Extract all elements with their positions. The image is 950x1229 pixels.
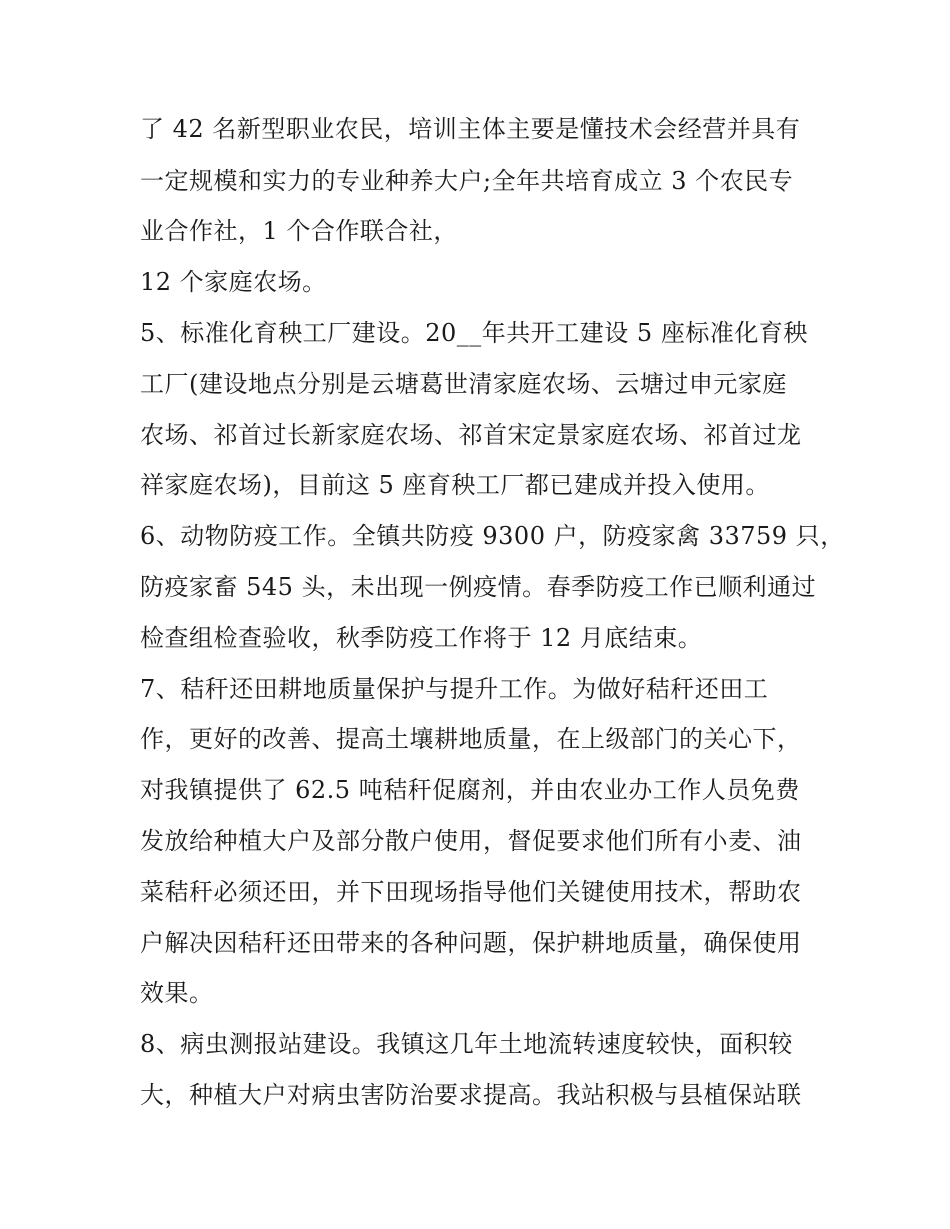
- text-line: 7、秸秆还田耕地质量保护与提升工作。为做好秸秆还田工: [140, 675, 769, 703]
- text-line: 菜秸秆必须还田，并下田现场指导他们关键使用技术，帮助农: [140, 878, 802, 906]
- text-line: 防疫家畜 545 头，未出现一例疫情。春季防疫工作已顺利通过: [140, 573, 817, 601]
- text-line: 了 42 名新型职业农民，培训主体主要是懂技术会经营并具有: [140, 115, 801, 143]
- text-line: 8、病虫测报站建设。我镇这几年土地流转速度较快，面积较: [140, 1030, 793, 1058]
- text-line: 12 个家庭农场。: [140, 268, 327, 296]
- text-line: 工厂(建设地点分别是云塘葛世清家庭农场、云塘过申元家庭: [140, 370, 787, 398]
- text-line: 一定规模和实力的专业种养大户;全年共培育成立 3 个农民专: [140, 167, 794, 195]
- text-line: 5、标准化育秧工厂建设。20__年共开工建设 5 座标准化育秧: [140, 319, 808, 347]
- text-line: 检查组检查验收，秋季防疫工作将于 12 月底结束。: [140, 624, 703, 652]
- text-line: 效果。: [140, 979, 214, 1007]
- text-line: 业合作社，1 个合作联合社，: [140, 217, 458, 245]
- text-line: 对我镇提供了 62.5 吨秸秆促腐剂，并由农业办工作人员免费: [140, 776, 800, 804]
- text-line: 农场、祁首过长新家庭农场、祁首宋定景家庭农场、祁首过龙: [140, 421, 802, 449]
- text-line: 发放给种植大户及部分散户使用，督促要求他们所有小麦、油: [140, 827, 802, 855]
- text-line: 作，更好的改善、提高土壤耕地质量，在上级部门的关心下，: [140, 725, 802, 753]
- text-line: 祥家庭农场)，目前这 5 座育秧工厂都已建成并投入使用。: [140, 471, 770, 499]
- text-line: 大，种植大户对病虫害防治要求提高。我站积极与县植保站联: [140, 1081, 802, 1109]
- text-line: 户解决因秸秆还田带来的各种问题，保护耕地质量，确保使用: [140, 929, 802, 957]
- text-line: 6、动物防疫工作。全镇共防疫 9300 户，防疫家禽 33759 只，: [140, 522, 845, 550]
